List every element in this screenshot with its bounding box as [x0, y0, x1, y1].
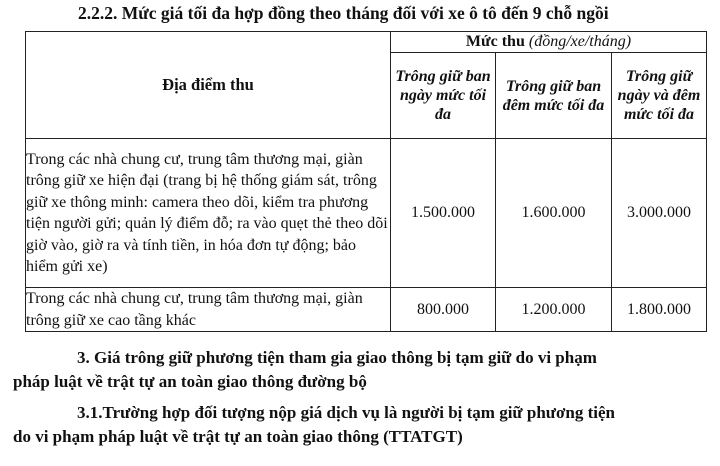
place-cell: Trong các nhà chung cư, trung tâm thương mại, giàn trông giữ xe cao tầng khác: [26, 288, 391, 332]
day-night-rate-header: Trông giữ ngày và đêm mức tối đa: [612, 53, 707, 139]
night-rate-cell: 1.200.000: [496, 288, 612, 332]
table-row: [26, 288, 707, 332]
night-rate-cell: 1.600.000: [496, 139, 612, 288]
day-rate-header: Trông giữ ban ngày mức tối đa: [391, 53, 496, 139]
fee-table: [25, 31, 707, 332]
day-night-rate-cell: 1.800.000: [612, 288, 707, 332]
section-3-1-paragraph: [13, 401, 709, 449]
section-3-1-line-1: 3.1.Trường hợp đối tượng nộp giá dịch vụ là người bị tạm giữ phương tiện: [77, 403, 615, 422]
place-column-header: Địa điểm thu: [26, 32, 391, 139]
section-3-paragraph: [13, 346, 709, 394]
night-rate-header: Trông giữ ban đêm mức tối đa: [496, 53, 612, 139]
table-row: [26, 139, 707, 288]
day-night-rate-cell: 3.000.000: [612, 139, 707, 288]
fee-column-header: [391, 32, 707, 53]
fee-header-unit: (đồng/xe/tháng): [528, 33, 632, 50]
section-3-line-2: pháp luật về trật tự an toàn giao thông đường bộ: [13, 372, 367, 391]
day-rate-cell: 800.000: [391, 288, 496, 332]
table-header-row: [26, 32, 707, 53]
section-heading: 2.2.2. Mức giá tối đa hợp đồng theo tháng đối với xe ô tô đến 9 chỗ ngồi: [78, 3, 609, 23]
fee-header-label: Mức thu: [465, 33, 525, 50]
place-cell: Trong các nhà chung cư, trung tâm thương mại, giàn trông giữ xe hiện đại (trang bị hệ thống giám sát, trông giữ xe thông minh: camera theo dõi, kiểm tra phương tiện người gửi; quản lý điểm đỗ; ra vào quẹt thẻ theo dõi giờ vào, giờ ra và tính tiền, in hóa đơn tự động; bảo hiểm gửi xe): [26, 139, 391, 288]
day-rate-cell: 1.500.000: [391, 139, 496, 288]
section-3-line-1: 3. Giá trông giữ phương tiện tham gia giao thông bị tạm giữ do vi phạm: [77, 348, 597, 367]
section-3-1-line-2: do vi phạm pháp luật về trật tự an toàn giao thông (TTATGT): [13, 427, 463, 446]
